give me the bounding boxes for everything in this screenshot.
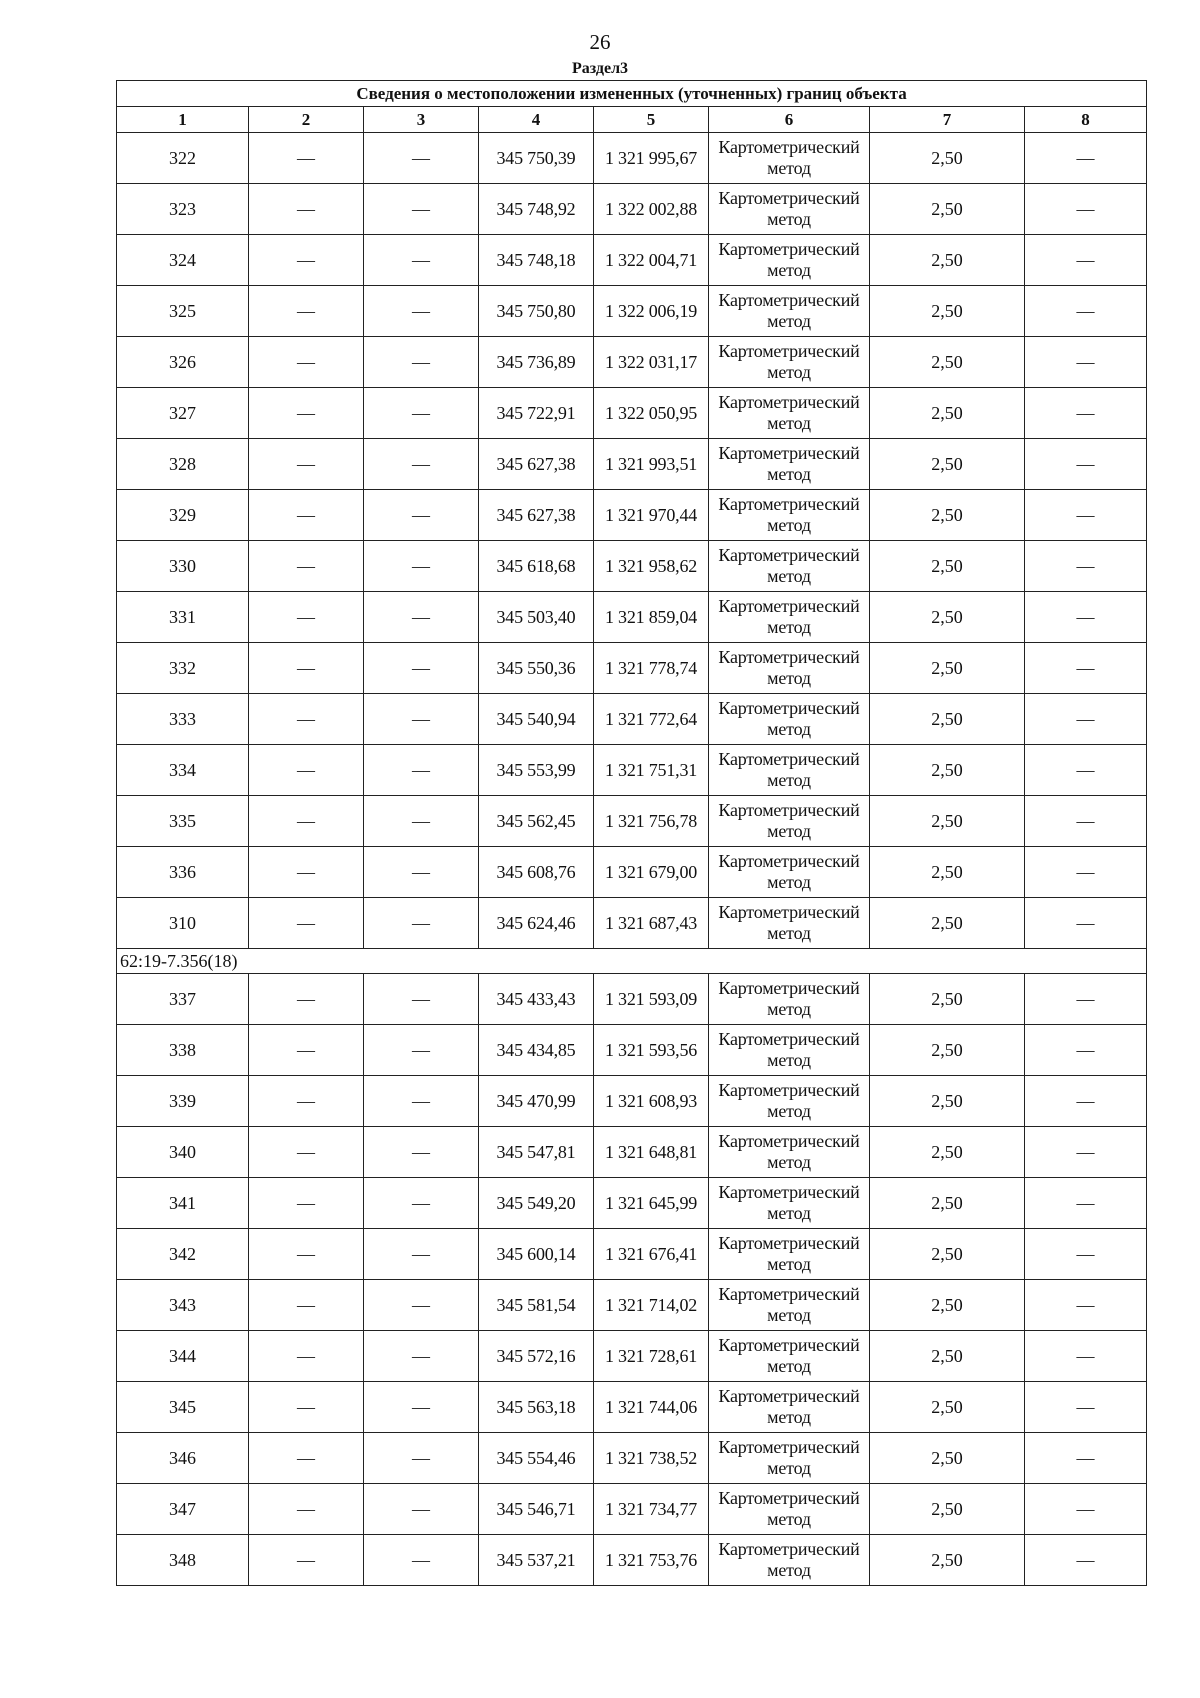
table-cell: — bbox=[1025, 974, 1147, 1025]
table-cell: — bbox=[364, 974, 479, 1025]
table-cell: — bbox=[249, 235, 364, 286]
table-cell: Картометрический метод bbox=[709, 235, 870, 286]
table-cell: Картометрический метод bbox=[709, 439, 870, 490]
table-cell: 345 608,76 bbox=[479, 847, 594, 898]
table-cell: Картометрический метод bbox=[709, 1382, 870, 1433]
table-cell: — bbox=[364, 541, 479, 592]
table-cell: 1 321 778,74 bbox=[594, 643, 709, 694]
table-cell: — bbox=[1025, 1433, 1147, 1484]
table-cell: 344 bbox=[117, 1331, 249, 1382]
table-row bbox=[117, 1382, 1147, 1433]
table-cell: 345 722,91 bbox=[479, 388, 594, 439]
table-cell: 345 550,36 bbox=[479, 643, 594, 694]
table-cell: — bbox=[364, 337, 479, 388]
table-cell: 1 321 676,41 bbox=[594, 1229, 709, 1280]
table-cell: 345 bbox=[117, 1382, 249, 1433]
page-number: 26 bbox=[589, 30, 611, 54]
table-cell: — bbox=[364, 1331, 479, 1382]
table-cell: — bbox=[249, 1178, 364, 1229]
table-cell: — bbox=[249, 1229, 364, 1280]
table-cell: Картометрический метод bbox=[709, 1535, 870, 1586]
table-cell: — bbox=[1025, 1535, 1147, 1586]
table-cell: Картометрический метод bbox=[709, 1178, 870, 1229]
table-cell: — bbox=[1025, 1484, 1147, 1535]
table-cell: 1 321 679,00 bbox=[594, 847, 709, 898]
table-cell: — bbox=[249, 439, 364, 490]
table-cell: 345 627,38 bbox=[479, 490, 594, 541]
table-cell: — bbox=[249, 1025, 364, 1076]
table-cell: — bbox=[1025, 439, 1147, 490]
table-cell: 345 537,21 bbox=[479, 1535, 594, 1586]
table-row bbox=[117, 796, 1147, 847]
table-cell: 345 748,18 bbox=[479, 235, 594, 286]
table-cell: — bbox=[1025, 592, 1147, 643]
table-cell: 347 bbox=[117, 1484, 249, 1535]
table-cell: — bbox=[249, 1382, 364, 1433]
table-cell: — bbox=[1025, 388, 1147, 439]
table-cell: — bbox=[1025, 1178, 1147, 1229]
table-cell: 2,50 bbox=[870, 1178, 1025, 1229]
table-cell: 1 321 687,43 bbox=[594, 898, 709, 949]
table-cell: — bbox=[1025, 184, 1147, 235]
table-cell: — bbox=[364, 439, 479, 490]
table-cell: 348 bbox=[117, 1535, 249, 1586]
table-cell: — bbox=[249, 745, 364, 796]
table-cell: 333 bbox=[117, 694, 249, 745]
table-cell: 345 547,81 bbox=[479, 1127, 594, 1178]
table-cell: 343 bbox=[117, 1280, 249, 1331]
table-cell: 325 bbox=[117, 286, 249, 337]
table-cell: 336 bbox=[117, 847, 249, 898]
table-cell: 2,50 bbox=[870, 490, 1025, 541]
table-cell: — bbox=[1025, 133, 1147, 184]
table-cell: 1 321 734,77 bbox=[594, 1484, 709, 1535]
table-cell: Картометрический метод bbox=[709, 1433, 870, 1484]
table-cell: 1 322 002,88 bbox=[594, 184, 709, 235]
table-cell: 345 750,39 bbox=[479, 133, 594, 184]
table-cell: 340 bbox=[117, 1127, 249, 1178]
table-cell: — bbox=[249, 184, 364, 235]
table-cell: 322 bbox=[117, 133, 249, 184]
table-cell: 1 321 995,67 bbox=[594, 133, 709, 184]
table-cell: — bbox=[364, 1433, 479, 1484]
table-cell: 2,50 bbox=[870, 1331, 1025, 1382]
table-cell: Картометрический метод bbox=[709, 847, 870, 898]
table-cell: 345 503,40 bbox=[479, 592, 594, 643]
table-cell: — bbox=[364, 133, 479, 184]
table-cell: — bbox=[249, 490, 364, 541]
table-cell: — bbox=[249, 541, 364, 592]
column-header: 8 bbox=[1025, 107, 1147, 133]
table-cell: — bbox=[364, 1076, 479, 1127]
table-cell: 345 549,20 bbox=[479, 1178, 594, 1229]
table-cell: — bbox=[249, 286, 364, 337]
table-cell: 1 322 050,95 bbox=[594, 388, 709, 439]
table-cell: — bbox=[1025, 337, 1147, 388]
table-cell: Картометрический метод bbox=[709, 1229, 870, 1280]
table-cell: 2,50 bbox=[870, 184, 1025, 235]
table-cell: Картометрический метод bbox=[709, 184, 870, 235]
table-cell: 2,50 bbox=[870, 1535, 1025, 1586]
table-cell: — bbox=[249, 974, 364, 1025]
section-title: Раздел3 bbox=[571, 60, 629, 77]
table-cell: 345 736,89 bbox=[479, 337, 594, 388]
table-cell: 2,50 bbox=[870, 1076, 1025, 1127]
table-cell: 345 750,80 bbox=[479, 286, 594, 337]
table-cell: 1 321 738,52 bbox=[594, 1433, 709, 1484]
table-cell: Картометрический метод bbox=[709, 745, 870, 796]
table-cell: 2,50 bbox=[870, 1280, 1025, 1331]
table-cell: 1 321 970,44 bbox=[594, 490, 709, 541]
table-cell: — bbox=[249, 388, 364, 439]
table-cell: 2,50 bbox=[870, 286, 1025, 337]
table-row bbox=[117, 1229, 1147, 1280]
table-cell: 1 322 006,19 bbox=[594, 286, 709, 337]
table-cell: — bbox=[364, 745, 479, 796]
table-cell: 1 321 993,51 bbox=[594, 439, 709, 490]
table-cell: 324 bbox=[117, 235, 249, 286]
table-cell: — bbox=[364, 643, 479, 694]
table-cell: — bbox=[364, 1025, 479, 1076]
table-row bbox=[117, 745, 1147, 796]
table-cell: 1 321 859,04 bbox=[594, 592, 709, 643]
table-cell: 2,50 bbox=[870, 337, 1025, 388]
table-cell: 2,50 bbox=[870, 1025, 1025, 1076]
table-row bbox=[117, 235, 1147, 286]
table-row bbox=[117, 1280, 1147, 1331]
table-cell: 345 563,18 bbox=[479, 1382, 594, 1433]
table-cell: — bbox=[1025, 490, 1147, 541]
table-cell: 2,50 bbox=[870, 643, 1025, 694]
table-cell: — bbox=[1025, 541, 1147, 592]
table-cell: — bbox=[249, 796, 364, 847]
table-cell: — bbox=[364, 1229, 479, 1280]
table-body bbox=[117, 133, 1147, 1586]
table-cell: 345 433,43 bbox=[479, 974, 594, 1025]
table-cell: — bbox=[1025, 1127, 1147, 1178]
table-cell: 338 bbox=[117, 1025, 249, 1076]
table-cell: — bbox=[1025, 1025, 1147, 1076]
table-row bbox=[117, 1433, 1147, 1484]
table-cell: — bbox=[1025, 796, 1147, 847]
table-cell: Картометрический метод bbox=[709, 643, 870, 694]
table-cell: — bbox=[249, 643, 364, 694]
column-header: 5 bbox=[594, 107, 709, 133]
table-row bbox=[117, 974, 1147, 1025]
table-cell: 345 540,94 bbox=[479, 694, 594, 745]
table-cell: — bbox=[1025, 847, 1147, 898]
table-cell: — bbox=[364, 1484, 479, 1535]
table-cell: Картометрический метод bbox=[709, 286, 870, 337]
table-cell: 1 321 772,64 bbox=[594, 694, 709, 745]
table-cell: 345 554,46 bbox=[479, 1433, 594, 1484]
table-cell: Картометрический метод bbox=[709, 490, 870, 541]
table-cell: 341 bbox=[117, 1178, 249, 1229]
table-row bbox=[117, 643, 1147, 694]
table-cell: — bbox=[364, 1127, 479, 1178]
table-cell: — bbox=[364, 1382, 479, 1433]
table-cell: 345 470,99 bbox=[479, 1076, 594, 1127]
table-cell: 335 bbox=[117, 796, 249, 847]
table-cell: 345 562,45 bbox=[479, 796, 594, 847]
table-cell: 332 bbox=[117, 643, 249, 694]
table-cell: 1 321 593,56 bbox=[594, 1025, 709, 1076]
boundary-coordinates-table bbox=[116, 80, 1147, 1586]
table-cell: Картометрический метод bbox=[709, 541, 870, 592]
table-cell: 2,50 bbox=[870, 1127, 1025, 1178]
table-cell: 2,50 bbox=[870, 592, 1025, 643]
table-cell: — bbox=[1025, 1382, 1147, 1433]
table-cell: — bbox=[1025, 1076, 1147, 1127]
table-cell: — bbox=[364, 184, 479, 235]
table-cell: — bbox=[364, 796, 479, 847]
table-row bbox=[117, 286, 1147, 337]
table-cell: 345 618,68 bbox=[479, 541, 594, 592]
table-cell: 337 bbox=[117, 974, 249, 1025]
table-row bbox=[117, 694, 1147, 745]
table-cell: 1 321 608,93 bbox=[594, 1076, 709, 1127]
table-cell: 339 bbox=[117, 1076, 249, 1127]
group-label: 62:19-7.356(18) bbox=[117, 949, 1147, 974]
table-cell: — bbox=[249, 337, 364, 388]
table-cell: — bbox=[364, 388, 479, 439]
table-row bbox=[117, 541, 1147, 592]
table-cell: 2,50 bbox=[870, 1433, 1025, 1484]
column-header: 3 bbox=[364, 107, 479, 133]
table-cell: — bbox=[1025, 694, 1147, 745]
table-cell: 1 321 714,02 bbox=[594, 1280, 709, 1331]
table-cell: — bbox=[249, 133, 364, 184]
table-cell: 323 bbox=[117, 184, 249, 235]
column-header: 7 bbox=[870, 107, 1025, 133]
table-cell: 345 572,16 bbox=[479, 1331, 594, 1382]
table-row bbox=[117, 1127, 1147, 1178]
table-cell: — bbox=[249, 1280, 364, 1331]
table-cell: — bbox=[1025, 643, 1147, 694]
table-cell: 345 624,46 bbox=[479, 898, 594, 949]
table-cell: 345 627,38 bbox=[479, 439, 594, 490]
table-cell: Картометрический метод bbox=[709, 796, 870, 847]
table-cell: Картометрический метод bbox=[709, 1127, 870, 1178]
table-cell: 327 bbox=[117, 388, 249, 439]
table-cell: 346 bbox=[117, 1433, 249, 1484]
table-cell: 1 321 648,81 bbox=[594, 1127, 709, 1178]
table-cell: 330 bbox=[117, 541, 249, 592]
table-cell: 2,50 bbox=[870, 1382, 1025, 1433]
table-cell: Картометрический метод bbox=[709, 1331, 870, 1382]
table-cell: — bbox=[1025, 1280, 1147, 1331]
table-cell: 345 546,71 bbox=[479, 1484, 594, 1535]
table-cell: — bbox=[364, 898, 479, 949]
table-cell: — bbox=[249, 694, 364, 745]
table-cell: 345 434,85 bbox=[479, 1025, 594, 1076]
table-row bbox=[117, 490, 1147, 541]
table-row bbox=[117, 1331, 1147, 1382]
table-row bbox=[117, 592, 1147, 643]
table-cell: 2,50 bbox=[870, 847, 1025, 898]
table-cell: Картометрический метод bbox=[709, 1025, 870, 1076]
table-row bbox=[117, 184, 1147, 235]
table-cell: 1 321 958,62 bbox=[594, 541, 709, 592]
table-row bbox=[117, 439, 1147, 490]
table-cell: — bbox=[249, 1076, 364, 1127]
table-cell: 1 321 753,76 bbox=[594, 1535, 709, 1586]
column-header: 6 bbox=[709, 107, 870, 133]
table-cell: 345 748,92 bbox=[479, 184, 594, 235]
table-cell: 2,50 bbox=[870, 745, 1025, 796]
table-cell: — bbox=[364, 490, 479, 541]
table-cell: Картометрический метод bbox=[709, 1076, 870, 1127]
table-cell: — bbox=[364, 592, 479, 643]
table-cell: — bbox=[249, 1484, 364, 1535]
table-cell: Картометрический метод bbox=[709, 694, 870, 745]
table-cell: 2,50 bbox=[870, 898, 1025, 949]
table-cell: — bbox=[364, 286, 479, 337]
table-cell: — bbox=[249, 847, 364, 898]
table-cell: 326 bbox=[117, 337, 249, 388]
table-caption: Сведения о местоположении измененных (уточненных) границ объекта bbox=[117, 81, 1147, 107]
table-cell: — bbox=[364, 235, 479, 286]
table-cell: 329 bbox=[117, 490, 249, 541]
table-cell: 2,50 bbox=[870, 235, 1025, 286]
column-header-row bbox=[117, 107, 1147, 133]
table-cell: 345 553,99 bbox=[479, 745, 594, 796]
table-cell: — bbox=[249, 592, 364, 643]
table-cell: 1 321 756,78 bbox=[594, 796, 709, 847]
table-cell: 2,50 bbox=[870, 1229, 1025, 1280]
column-header: 2 bbox=[249, 107, 364, 133]
table-cell: — bbox=[249, 1127, 364, 1178]
table-cell: Картометрический метод bbox=[709, 1280, 870, 1331]
table-row bbox=[117, 1484, 1147, 1535]
table-cell: Картометрический метод bbox=[709, 1484, 870, 1535]
table-cell: 1 321 728,61 bbox=[594, 1331, 709, 1382]
table-cell: — bbox=[1025, 235, 1147, 286]
table-row bbox=[117, 1076, 1147, 1127]
table-row bbox=[117, 1178, 1147, 1229]
table-cell: 2,50 bbox=[870, 974, 1025, 1025]
table-caption-row bbox=[117, 81, 1147, 107]
table-row bbox=[117, 133, 1147, 184]
table-cell: 2,50 bbox=[870, 388, 1025, 439]
table-cell: 2,50 bbox=[870, 439, 1025, 490]
table-cell: 310 bbox=[117, 898, 249, 949]
table-cell: 328 bbox=[117, 439, 249, 490]
table-cell: Картометрический метод bbox=[709, 337, 870, 388]
table-cell: — bbox=[249, 1535, 364, 1586]
table-cell: 2,50 bbox=[870, 694, 1025, 745]
table-cell: 2,50 bbox=[870, 796, 1025, 847]
table-cell: 1 321 751,31 bbox=[594, 745, 709, 796]
table-cell: 331 bbox=[117, 592, 249, 643]
table-row bbox=[117, 847, 1147, 898]
table-cell: 342 bbox=[117, 1229, 249, 1280]
table-cell: — bbox=[1025, 286, 1147, 337]
table-cell: — bbox=[1025, 898, 1147, 949]
table-cell: — bbox=[249, 1331, 364, 1382]
column-header: 1 bbox=[117, 107, 249, 133]
table-cell: Картометрический метод bbox=[709, 974, 870, 1025]
table-cell: — bbox=[364, 1280, 479, 1331]
table-cell: — bbox=[364, 694, 479, 745]
table-cell: — bbox=[364, 1535, 479, 1586]
table-cell: 2,50 bbox=[870, 1484, 1025, 1535]
table-cell: — bbox=[364, 1178, 479, 1229]
table-cell: 1 322 031,17 bbox=[594, 337, 709, 388]
table-cell: 345 581,54 bbox=[479, 1280, 594, 1331]
table-cell: — bbox=[1025, 1229, 1147, 1280]
table-cell: Картометрический метод bbox=[709, 592, 870, 643]
table-cell: 1 321 744,06 bbox=[594, 1382, 709, 1433]
table-row bbox=[117, 388, 1147, 439]
table-row bbox=[117, 898, 1147, 949]
table-cell: 1 321 593,09 bbox=[594, 974, 709, 1025]
table-row bbox=[117, 1025, 1147, 1076]
table-cell: — bbox=[249, 898, 364, 949]
table-cell: — bbox=[364, 847, 479, 898]
table-cell: — bbox=[1025, 1331, 1147, 1382]
table-cell: 345 600,14 bbox=[479, 1229, 594, 1280]
table-cell: 1 321 645,99 bbox=[594, 1178, 709, 1229]
table-row bbox=[117, 1535, 1147, 1586]
table-cell: 2,50 bbox=[870, 133, 1025, 184]
table-cell: — bbox=[249, 1433, 364, 1484]
table-cell: 1 322 004,71 bbox=[594, 235, 709, 286]
table-cell: Картометрический метод bbox=[709, 388, 870, 439]
table-cell: 2,50 bbox=[870, 541, 1025, 592]
group-header-row bbox=[117, 949, 1147, 974]
table-cell: Картометрический метод bbox=[709, 133, 870, 184]
table-cell: — bbox=[1025, 745, 1147, 796]
table-row bbox=[117, 337, 1147, 388]
table-cell: Картометрический метод bbox=[709, 898, 870, 949]
table-cell: 334 bbox=[117, 745, 249, 796]
column-header: 4 bbox=[479, 107, 594, 133]
